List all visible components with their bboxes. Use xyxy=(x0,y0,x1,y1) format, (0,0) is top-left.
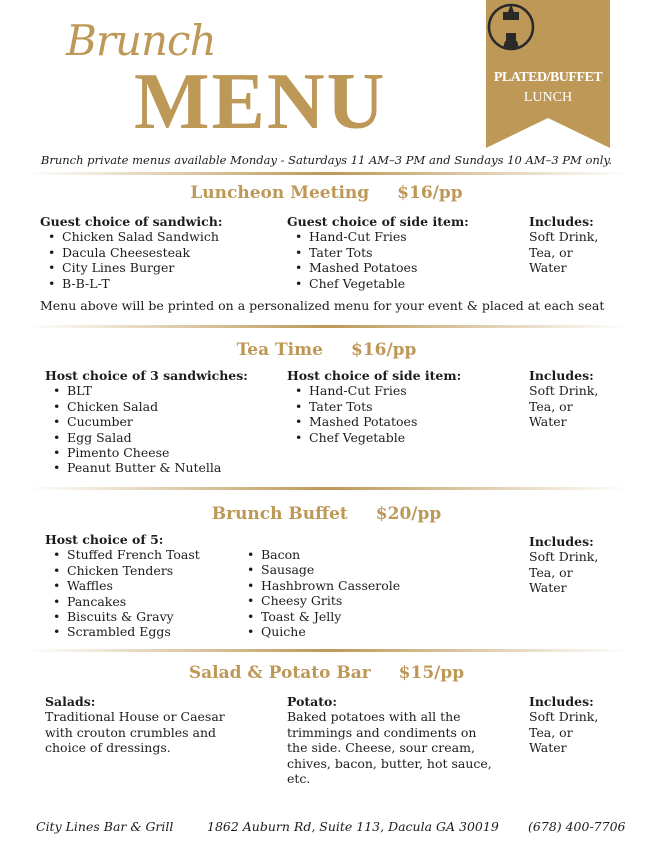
section-price: $16/pp xyxy=(397,183,463,203)
column-heading: Includes: xyxy=(529,694,594,709)
plated-buffet-banner xyxy=(486,0,610,148)
includes-line: Tea, or xyxy=(529,398,573,414)
includes-line: Soft Drink, xyxy=(529,549,599,565)
list-item: • Tater Tots xyxy=(287,399,517,414)
includes-drinks xyxy=(529,534,629,596)
includes-drinks xyxy=(529,214,629,276)
divider-rule xyxy=(28,649,628,652)
section-name: Tea Time xyxy=(236,340,323,360)
list-item: • Waffles xyxy=(45,578,245,593)
footer-address: 1862 Auburn Rd, Suite 113, Dacula GA 30019 xyxy=(207,819,499,834)
section-title-luncheon-meeting xyxy=(0,183,653,203)
section-price: $15/pp xyxy=(398,663,465,683)
includes-line: Water xyxy=(529,740,567,756)
column-heading: Includes: xyxy=(529,534,594,549)
section-title-brunch-buffet xyxy=(0,504,653,524)
section-title-salad-potato-bar xyxy=(0,663,653,683)
section-name: Salad & Potato Bar xyxy=(188,663,371,683)
list-item: • BLT xyxy=(45,383,285,398)
includes-line: Tea, or xyxy=(529,724,573,740)
list-item: • Chef Vegetable xyxy=(287,430,517,445)
column-heading: Host choice of 3 sandwiches: xyxy=(45,368,248,383)
includes-drinks xyxy=(529,694,629,756)
column-heading: Salads: xyxy=(45,694,96,709)
list-item: • Chicken Salad Sandwich xyxy=(40,229,280,244)
availability-note: Brunch private menus available Monday - Saturdays 11 AM–3 PM and Sundays 10 AM–3 PM only. xyxy=(40,153,613,167)
list-item: • Sausage xyxy=(239,562,459,577)
list-item: • Hand-Cut Fries xyxy=(287,229,517,244)
section-title-tea-time xyxy=(0,340,653,360)
potato-description xyxy=(287,694,499,786)
tea-sandwich-choices xyxy=(45,368,285,476)
footer-phone: (678) 400-7706 xyxy=(528,819,626,834)
includes-line: Water xyxy=(529,260,567,276)
sandwich-choices xyxy=(40,214,280,291)
includes-line: Soft Drink, xyxy=(529,229,599,245)
list-item: • Tater Tots xyxy=(287,245,517,260)
list-item: • Quiche xyxy=(239,624,459,639)
includes-line: Soft Drink, xyxy=(529,383,599,399)
list-item: • Peanut Butter & Nutella xyxy=(45,460,285,475)
section-price: $20/pp xyxy=(375,504,442,524)
column-heading: Includes: xyxy=(529,368,594,383)
city-lines-logo-icon xyxy=(486,0,536,54)
potato-text: Baked potatoes with all the trimmings and condiments on the side. Cheese, sour cream, chives, bacon, butter, hot sauce, etc. xyxy=(287,709,492,787)
list-item: • Biscuits & Gravy xyxy=(45,609,245,624)
list-item: • Stuffed French Toast xyxy=(45,547,245,562)
includes-line: Water xyxy=(529,580,567,596)
includes-drinks xyxy=(529,368,629,430)
footer-business-name: City Lines Bar & Grill xyxy=(36,819,174,834)
list-item: • Egg Salad xyxy=(45,430,285,445)
list-item: • Mashed Potatoes xyxy=(287,260,517,275)
menu-title: MENU xyxy=(134,58,387,146)
column-heading: Guest choice of side item: xyxy=(287,214,469,229)
salads-text: Traditional House or Caesar with crouton crumbles and choice of dressings. xyxy=(45,709,225,756)
list-item: • Dacula Cheesesteak xyxy=(40,245,280,260)
column-heading: Potato: xyxy=(287,694,337,709)
tea-side-item-choices xyxy=(287,368,517,445)
list-item: • Hand-Cut Fries xyxy=(287,383,517,398)
banner-line-plated-buffet: PLATED/BUFFET xyxy=(493,70,603,85)
list-item: • Pimento Cheese xyxy=(45,445,285,460)
divider-rule xyxy=(28,487,628,490)
column-heading: Host choice of 5: xyxy=(45,532,164,547)
includes-line: Tea, or xyxy=(529,244,573,260)
side-item-choices xyxy=(287,214,517,291)
script-title: Brunch xyxy=(66,16,216,65)
section-name: Brunch Buffet xyxy=(211,504,348,524)
column-heading: Host choice of side item: xyxy=(287,368,462,383)
list-item: • City Lines Burger xyxy=(40,260,280,275)
list-item: • Cheesy Grits xyxy=(239,593,459,608)
salads-description xyxy=(45,694,255,756)
section-name: Luncheon Meeting xyxy=(190,183,370,203)
list-item: • Hashbrown Casserole xyxy=(239,578,459,593)
list-item: • B-B-L-T xyxy=(40,276,280,291)
divider-rule xyxy=(28,172,628,175)
includes-line: Soft Drink, xyxy=(529,709,599,725)
personalized-menu-note: Menu above will be printed on a personalized menu for your event & placed at each seat xyxy=(40,298,605,313)
list-item: • Chicken Tenders xyxy=(45,563,245,578)
list-item: • Chicken Salad xyxy=(45,399,285,414)
list-item: • Scrambled Eggs xyxy=(45,624,245,639)
list-item: • Bacon xyxy=(239,547,459,562)
list-item: • Toast & Jelly xyxy=(239,609,459,624)
banner-line-lunch: LUNCH xyxy=(523,90,573,105)
section-price: $16/pp xyxy=(350,340,417,360)
column-heading: Guest choice of sandwich: xyxy=(40,214,223,229)
buffet-choices-left xyxy=(45,532,245,640)
column-heading: Includes: xyxy=(529,214,594,229)
list-item: • Mashed Potatoes xyxy=(287,414,517,429)
list-item: • Cucumber xyxy=(45,414,285,429)
list-item: • Pancakes xyxy=(45,594,245,609)
list-item: • Chef Vegetable xyxy=(287,276,517,291)
includes-line: Water xyxy=(529,414,567,430)
divider-rule xyxy=(28,325,628,328)
includes-line: Tea, or xyxy=(529,564,573,580)
buffet-choices-right xyxy=(239,547,459,639)
